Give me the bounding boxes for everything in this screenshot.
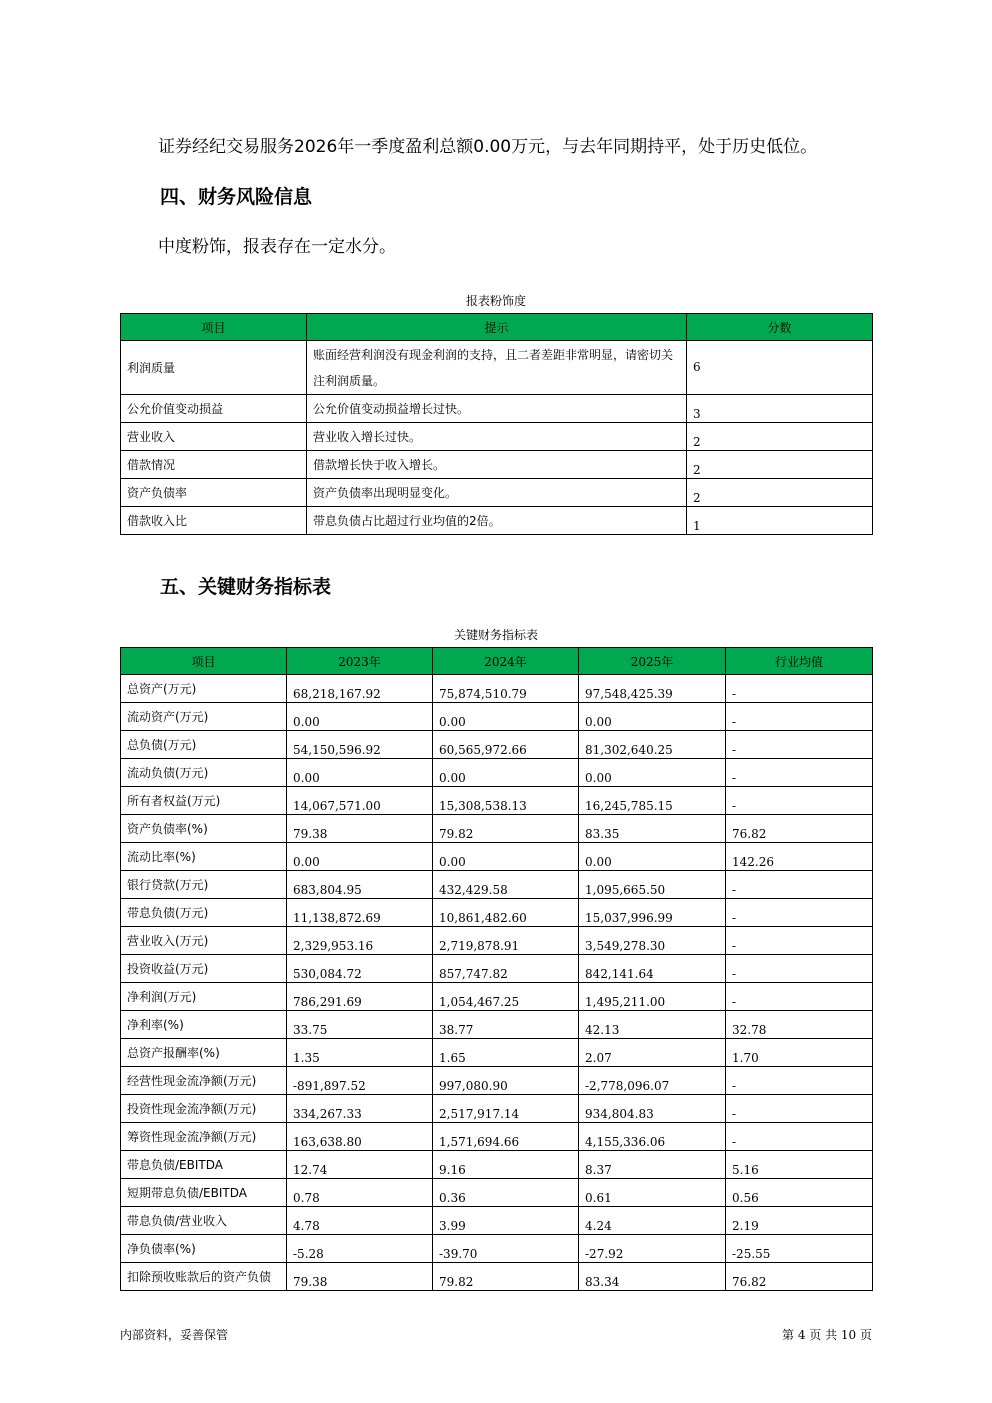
kpi-item: 所有者权益(万元)	[121, 787, 287, 815]
kpi-value: 2,329,953.16	[287, 927, 433, 955]
kpi-item: 投资性现金流净额(万元)	[121, 1095, 287, 1123]
kpi-value: 683,804.95	[287, 871, 433, 899]
risk-table-header	[121, 314, 873, 341]
kpi-value: 997,080.90	[433, 1067, 579, 1095]
table-row	[121, 479, 873, 507]
risk-score: 1	[687, 507, 873, 535]
kpi-value: 0.36	[433, 1179, 579, 1207]
column-header: 2024年	[433, 648, 579, 675]
table-row	[121, 899, 873, 927]
kpi-table-header	[121, 648, 873, 675]
risk-score: 2	[687, 423, 873, 451]
kpi-value: 0.00	[287, 703, 433, 731]
kpi-value: -	[726, 675, 873, 703]
kpi-item: 投资收益(万元)	[121, 955, 287, 983]
kpi-item: 流动负债(万元)	[121, 759, 287, 787]
kpi-value: 0.56	[726, 1179, 873, 1207]
kpi-value: -	[726, 731, 873, 759]
risk-table	[120, 313, 873, 535]
footer-confidential-note: 内部资料，妥善保管	[120, 1328, 229, 1342]
risk-item: 资产负债率	[121, 479, 307, 507]
table-row	[121, 1263, 873, 1291]
kpi-value: 79.38	[287, 1263, 433, 1291]
kpi-value: 60,565,972.66	[433, 731, 579, 759]
risk-hint: 公允价值变动损益增长过快。	[307, 395, 687, 423]
table-row	[121, 787, 873, 815]
table-row	[121, 731, 873, 759]
table-row	[121, 983, 873, 1011]
kpi-value: 0.00	[433, 843, 579, 871]
table-row	[121, 675, 873, 703]
kpi-value: 2,517,917.14	[433, 1095, 579, 1123]
kpi-value: 38.77	[433, 1011, 579, 1039]
kpi-value: 334,267.33	[287, 1095, 433, 1123]
kpi-item: 资产负债率(%)	[121, 815, 287, 843]
kpi-value: 163,638.80	[287, 1123, 433, 1151]
kpi-item: 流动资产(万元)	[121, 703, 287, 731]
kpi-value: -	[726, 1067, 873, 1095]
kpi-value: 0.00	[433, 703, 579, 731]
column-header: 项目	[121, 648, 287, 675]
kpi-item: 总资产(万元)	[121, 675, 287, 703]
kpi-value: -25.55	[726, 1235, 873, 1263]
table-row	[121, 1235, 873, 1263]
kpi-value: 54,150,596.92	[287, 731, 433, 759]
footer-page-number: 第 4 页 共 10 页	[782, 1328, 872, 1342]
kpi-value: 1.35	[287, 1039, 433, 1067]
risk-table-caption: 报表粉饰度	[465, 294, 526, 308]
kpi-value: 0.00	[287, 843, 433, 871]
table-row	[121, 423, 873, 451]
table-row	[121, 395, 873, 423]
kpi-value: 83.34	[579, 1263, 726, 1291]
kpi-value: 14,067,571.00	[287, 787, 433, 815]
column-header: 分数	[687, 314, 873, 341]
kpi-value: 1.65	[433, 1039, 579, 1067]
summary-paragraph: 证券经纪交易服务2026年一季度盈利总额0.00万元，与去年同期持平，处于历史低位。	[158, 137, 818, 157]
kpi-value: 8.37	[579, 1151, 726, 1179]
kpi-value: 4.24	[579, 1207, 726, 1235]
column-header: 2025年	[579, 648, 726, 675]
kpi-value: -2,778,096.07	[579, 1067, 726, 1095]
kpi-value: 2.07	[579, 1039, 726, 1067]
kpi-value: 2,719,878.91	[433, 927, 579, 955]
kpi-value: -	[726, 787, 873, 815]
table-row	[121, 1207, 873, 1235]
kpi-value: 0.78	[287, 1179, 433, 1207]
risk-item: 营业收入	[121, 423, 307, 451]
kpi-value: -	[726, 703, 873, 731]
risk-score: 3	[687, 395, 873, 423]
table-row	[121, 341, 873, 395]
section-heading-risk: 四、财务风险信息	[160, 186, 313, 208]
kpi-value: 1,054,467.25	[433, 983, 579, 1011]
kpi-value: 1,495,211.00	[579, 983, 726, 1011]
kpi-value: -	[726, 927, 873, 955]
kpi-value: 0.61	[579, 1179, 726, 1207]
kpi-item: 净利润(万元)	[121, 983, 287, 1011]
kpi-value: 857,747.82	[433, 955, 579, 983]
kpi-value: 142.26	[726, 843, 873, 871]
kpi-value: -39.70	[433, 1235, 579, 1263]
kpi-value: -5.28	[287, 1235, 433, 1263]
table-row	[121, 871, 873, 899]
kpi-item: 带息负债/营业收入	[121, 1207, 287, 1235]
table-row	[121, 451, 873, 479]
kpi-value: -	[726, 1123, 873, 1151]
kpi-value: 33.75	[287, 1011, 433, 1039]
risk-hint: 账面经营利润没有现金利润的支持，且二者差距非常明显，请密切关注利润质量。	[307, 341, 687, 395]
kpi-value: 3,549,278.30	[579, 927, 726, 955]
kpi-value: 81,302,640.25	[579, 731, 726, 759]
table-row	[121, 815, 873, 843]
kpi-value: 842,141.64	[579, 955, 726, 983]
column-header: 提示	[307, 314, 687, 341]
kpi-value: 0.00	[433, 759, 579, 787]
kpi-item: 扣除预收账款后的资产负债	[121, 1263, 287, 1291]
table-row	[121, 703, 873, 731]
kpi-item: 带息负债/EBITDA	[121, 1151, 287, 1179]
risk-item: 借款收入比	[121, 507, 307, 535]
kpi-value: 76.82	[726, 1263, 873, 1291]
kpi-item: 净利率(%)	[121, 1011, 287, 1039]
table-row	[121, 927, 873, 955]
kpi-value: 1,571,694.66	[433, 1123, 579, 1151]
kpi-value: 83.35	[579, 815, 726, 843]
table-row	[121, 507, 873, 535]
table-row	[121, 1011, 873, 1039]
kpi-table-caption: 关键财务指标表	[453, 628, 538, 642]
risk-hint: 资产负债率出现明显变化。	[307, 479, 687, 507]
kpi-value: -	[726, 759, 873, 787]
kpi-value: 3.99	[433, 1207, 579, 1235]
kpi-value: 68,218,167.92	[287, 675, 433, 703]
kpi-value: 1,095,665.50	[579, 871, 726, 899]
kpi-value: 1.70	[726, 1039, 873, 1067]
risk-score: 2	[687, 451, 873, 479]
table-row	[121, 955, 873, 983]
table-row	[121, 1179, 873, 1207]
kpi-value: 11,138,872.69	[287, 899, 433, 927]
kpi-item: 总负债(万元)	[121, 731, 287, 759]
risk-item: 公允价值变动损益	[121, 395, 307, 423]
section-heading-kpi: 五、关键财务指标表	[160, 576, 332, 598]
kpi-value: 10,861,482.60	[433, 899, 579, 927]
kpi-value: -27.92	[579, 1235, 726, 1263]
kpi-item: 带息负债(万元)	[121, 899, 287, 927]
kpi-value: 4.78	[287, 1207, 433, 1235]
kpi-value: 79.82	[433, 815, 579, 843]
kpi-value: 432,429.58	[433, 871, 579, 899]
kpi-value: 79.82	[433, 1263, 579, 1291]
risk-item: 利润质量	[121, 341, 307, 395]
kpi-value: 934,804.83	[579, 1095, 726, 1123]
kpi-value: 15,308,538.13	[433, 787, 579, 815]
risk-hint: 营业收入增长过快。	[307, 423, 687, 451]
risk-hint: 带息负债占比超过行业均值的2倍。	[307, 507, 687, 535]
table-row	[121, 1123, 873, 1151]
kpi-item: 短期带息负债/EBITDA	[121, 1179, 287, 1207]
kpi-value: 5.16	[726, 1151, 873, 1179]
kpi-table	[120, 647, 873, 1291]
risk-score: 2	[687, 479, 873, 507]
table-row	[121, 1151, 873, 1179]
kpi-value: 16,245,785.15	[579, 787, 726, 815]
kpi-item: 银行贷款(万元)	[121, 871, 287, 899]
kpi-value: 2.19	[726, 1207, 873, 1235]
kpi-item: 筹资性现金流净额(万元)	[121, 1123, 287, 1151]
kpi-value: 0.00	[579, 759, 726, 787]
table-row	[121, 1039, 873, 1067]
kpi-value: 42.13	[579, 1011, 726, 1039]
kpi-value: 76.82	[726, 815, 873, 843]
kpi-value: -891,897.52	[287, 1067, 433, 1095]
kpi-value: 32.78	[726, 1011, 873, 1039]
table-row	[121, 843, 873, 871]
column-header: 2023年	[287, 648, 433, 675]
kpi-value: -	[726, 899, 873, 927]
kpi-value: 786,291.69	[287, 983, 433, 1011]
kpi-item: 经营性现金流净额(万元)	[121, 1067, 287, 1095]
column-header: 项目	[121, 314, 307, 341]
risk-hint: 借款增长快于收入增长。	[307, 451, 687, 479]
table-row	[121, 1095, 873, 1123]
kpi-value: 4,155,336.06	[579, 1123, 726, 1151]
kpi-item: 营业收入(万元)	[121, 927, 287, 955]
kpi-value: -	[726, 1095, 873, 1123]
kpi-value: 79.38	[287, 815, 433, 843]
table-row	[121, 1067, 873, 1095]
kpi-value: 12.74	[287, 1151, 433, 1179]
kpi-value: 75,874,510.79	[433, 675, 579, 703]
kpi-item: 总资产报酬率(%)	[121, 1039, 287, 1067]
kpi-value: 97,548,425.39	[579, 675, 726, 703]
kpi-item: 流动比率(%)	[121, 843, 287, 871]
table-row	[121, 759, 873, 787]
kpi-value: 0.00	[579, 703, 726, 731]
kpi-value: 0.00	[287, 759, 433, 787]
kpi-value: 15,037,996.99	[579, 899, 726, 927]
kpi-value: -	[726, 983, 873, 1011]
kpi-value: 530,084.72	[287, 955, 433, 983]
kpi-value: -	[726, 871, 873, 899]
kpi-item: 净负债率(%)	[121, 1235, 287, 1263]
risk-score: 6	[687, 341, 873, 395]
risk-item: 借款情况	[121, 451, 307, 479]
column-header: 行业均值	[726, 648, 873, 675]
kpi-value: -	[726, 955, 873, 983]
kpi-value: 9.16	[433, 1151, 579, 1179]
risk-summary-paragraph: 中度粉饰，报表存在一定水分。	[158, 237, 396, 257]
kpi-value: 0.00	[579, 843, 726, 871]
